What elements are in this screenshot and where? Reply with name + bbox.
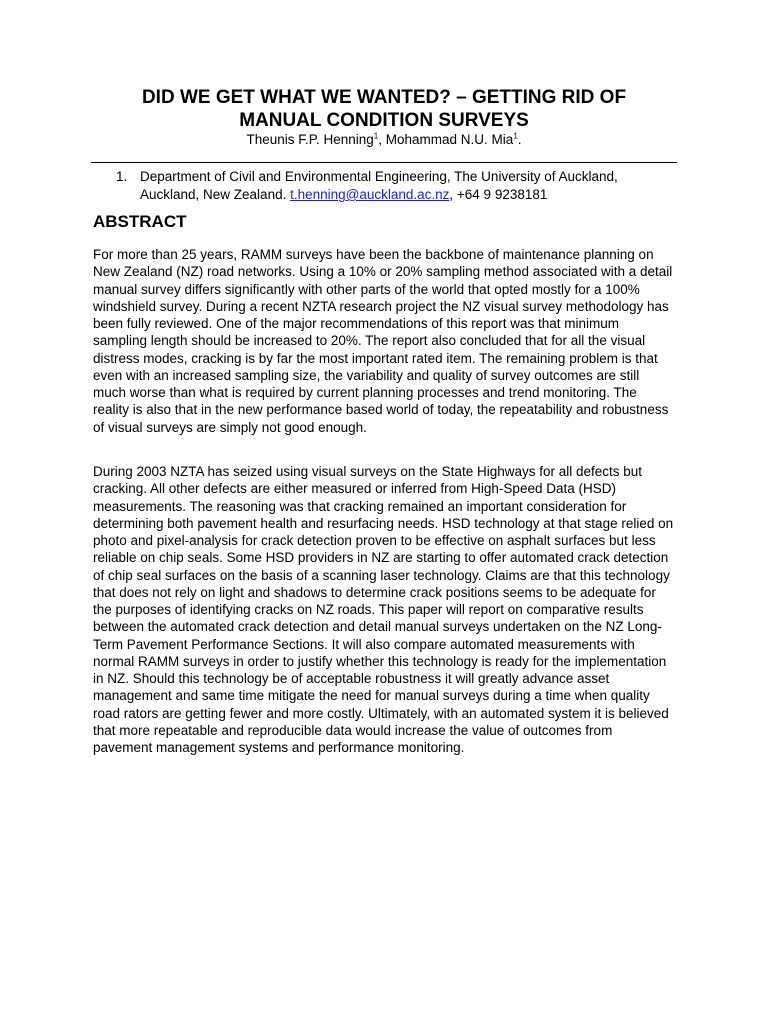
affiliation-phone: , +64 9 9238181 [449,187,548,202]
affiliation-item [116,168,661,204]
paper-title [90,86,678,132]
title-line-1: DID WE GET WHAT WE WANTED? – GETTING RID OF [141,87,627,108]
author-2-name: Mohammad N.U. Mia [385,132,514,147]
title-line-2: MANUAL CONDITION SURVEYS [239,110,529,131]
author-1-name: Theunis F.P. Henning [246,132,374,147]
affiliation-email-link[interactable]: t.henning@auckland.ac.nz [290,187,450,202]
affiliation-text-block [140,168,661,204]
author-line [90,131,678,149]
abstract-paragraph-1: For more than 25 years, RAMM surveys have been the backbone of maintenance planning on New Zealand (NZ) road networks. Using a 10% or 20% sampling method associated with a detail manual survey differs significantly with other parts of the world that opted mostly for a 100% windshield survey. During a recent NZTA research project the NZ visual survey methodology has been fully reviewed. One of the major recommendations of this report was that minimum sampling length should be increased to 20%. The report also concluded that for all the visual distress modes, cracking is by far the most important rated item. The remaining problem is that even with an increased sampling size, the variability and quality of survey outcomes are still much worse than what is required by current planning processes and trend monitoring. The reality is also that in the new performance based world of today, the repeatability and robustness of visual surveys are simply not good enough. [93,247,673,435]
abstract-paragraph-2: During 2003 NZTA has seized using visual surveys on the State Highways for all defects but cracking. All other defects are either measured or inferred from High-Speed Data (HSD) measurements. The reasoning was that cracking remained an important consideration for determining both pavement health and resurfacing needs. HSD technology at that stage relied on photo and pixel-analysis for crack detection proven to be effective on asphalt surfaces but less reliable on chip seals. Some HSD providers in NZ are starting to offer automated crack detection of chip seal surfaces on the basis of a scanning laser technology. Claims are that this technology that does not rely on light and shadows to determine crack positions seems to be adequate for the purposes of identifying cracks on NZ roads. This paper will report on comparative results between the automated crack detection and detail manual surveys undertaken on the NZ Long-Term Pavement Performance Sections. It will also compare automated measurements with normal RAMM surveys in order to justify whether this technology is ready for the implementation in NZ. Should this technology be of acceptable robustness it will greatly advance asset management and same time mitigate the need for manual surveys during a time when quality road rators are getting fewer and more costly. Ultimately, with an automated system it is believed that more repeatable and reproducible data would increase the value of outcomes from pavement management systems and performance monitoring. [93,464,674,755]
author-separator: , [378,132,386,147]
author-line-end: . [517,132,522,147]
author-1-affiliation-mark: 1 [373,131,379,141]
header-divider [91,162,677,163]
affiliation-number: 1. [116,169,128,184]
author-2-affiliation-mark: 1 [513,131,518,141]
abstract-heading: ABSTRACT [93,212,187,231]
affiliation-text: Department of Civil and Environmental Engineering, The University of Auckland, Auckland, New Zealand. [140,169,618,202]
